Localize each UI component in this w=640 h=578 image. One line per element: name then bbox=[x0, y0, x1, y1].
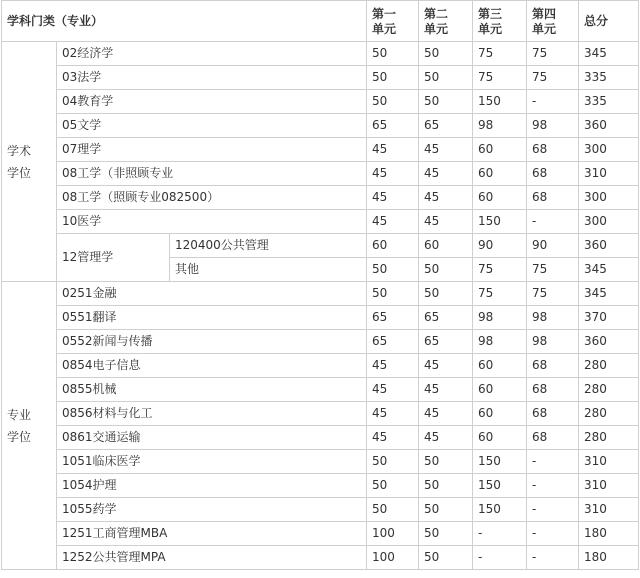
unit-1-score: 65 bbox=[367, 114, 419, 138]
unit-4-score: 68 bbox=[527, 402, 579, 426]
table-row bbox=[2, 330, 639, 354]
header-row bbox=[2, 1, 639, 42]
table-row bbox=[2, 66, 639, 90]
unit-4-score: - bbox=[527, 522, 579, 546]
total-score: 280 bbox=[579, 402, 639, 426]
subject-name: 0861交通运输 bbox=[57, 426, 367, 450]
table-row bbox=[2, 186, 639, 210]
unit-3-score: 98 bbox=[473, 306, 527, 330]
unit-3-score: 60 bbox=[473, 138, 527, 162]
unit-3-score: 150 bbox=[473, 474, 527, 498]
unit-1-score: 45 bbox=[367, 402, 419, 426]
subject-name: 1252公共管理MPA bbox=[57, 546, 367, 570]
unit-3-score: - bbox=[473, 522, 527, 546]
unit-4-score: 75 bbox=[527, 258, 579, 282]
unit-1-score: 50 bbox=[367, 42, 419, 66]
subject-name: 05文学 bbox=[57, 114, 367, 138]
subject-name: 10医学 bbox=[57, 210, 367, 234]
unit-2-score: 45 bbox=[419, 186, 473, 210]
unit-1-score: 45 bbox=[367, 186, 419, 210]
unit-3-score: 150 bbox=[473, 498, 527, 522]
unit-2-score: 45 bbox=[419, 402, 473, 426]
unit-4-score: - bbox=[527, 546, 579, 570]
total-score: 360 bbox=[579, 114, 639, 138]
table-row bbox=[2, 114, 639, 138]
table-row bbox=[2, 378, 639, 402]
total-score: 345 bbox=[579, 258, 639, 282]
header-unit-1: 第一 单元 bbox=[367, 1, 419, 42]
unit-3-score: 60 bbox=[473, 426, 527, 450]
unit-1-score: 50 bbox=[367, 282, 419, 306]
unit-1-score: 50 bbox=[367, 66, 419, 90]
unit-1-score: 50 bbox=[367, 498, 419, 522]
category-academic: 学术 学位 bbox=[2, 42, 57, 282]
unit-2-score: 45 bbox=[419, 354, 473, 378]
total-score: 345 bbox=[579, 42, 639, 66]
unit-1-score: 100 bbox=[367, 522, 419, 546]
table-row bbox=[2, 306, 639, 330]
total-score: 180 bbox=[579, 546, 639, 570]
header-unit-4: 第四 单元 bbox=[527, 1, 579, 42]
subject-name: 08工学（非照顾专业 bbox=[57, 162, 367, 186]
unit-2-score: 50 bbox=[419, 522, 473, 546]
unit-2-score: 50 bbox=[419, 42, 473, 66]
unit-1-score: 50 bbox=[367, 90, 419, 114]
table-row bbox=[2, 42, 639, 66]
unit-2-score: 50 bbox=[419, 450, 473, 474]
total-score: 300 bbox=[579, 186, 639, 210]
unit-2-score: 60 bbox=[419, 234, 473, 258]
unit-4-score: 68 bbox=[527, 354, 579, 378]
table-row bbox=[2, 138, 639, 162]
unit-3-score: - bbox=[473, 546, 527, 570]
unit-1-score: 65 bbox=[367, 330, 419, 354]
unit-3-score: 75 bbox=[473, 66, 527, 90]
unit-4-score: 68 bbox=[527, 186, 579, 210]
unit-3-score: 75 bbox=[473, 42, 527, 66]
unit-2-score: 45 bbox=[419, 210, 473, 234]
subject-name: 02经济学 bbox=[57, 42, 367, 66]
unit-3-score: 60 bbox=[473, 402, 527, 426]
unit-1-score: 45 bbox=[367, 210, 419, 234]
subject-name: 1055药学 bbox=[57, 498, 367, 522]
unit-2-score: 45 bbox=[419, 426, 473, 450]
unit-2-score: 65 bbox=[419, 330, 473, 354]
unit-4-score: - bbox=[527, 498, 579, 522]
total-score: 335 bbox=[579, 66, 639, 90]
unit-3-score: 150 bbox=[473, 450, 527, 474]
unit-4-score: 98 bbox=[527, 306, 579, 330]
unit-3-score: 60 bbox=[473, 162, 527, 186]
header-unit-3: 第三 单元 bbox=[473, 1, 527, 42]
unit-4-score: - bbox=[527, 450, 579, 474]
unit-3-score: 150 bbox=[473, 90, 527, 114]
unit-4-score: 75 bbox=[527, 66, 579, 90]
subject-name: 04教育学 bbox=[57, 90, 367, 114]
unit-2-score: 45 bbox=[419, 378, 473, 402]
table-row bbox=[2, 450, 639, 474]
total-score: 280 bbox=[579, 378, 639, 402]
unit-4-score: 90 bbox=[527, 234, 579, 258]
unit-1-score: 45 bbox=[367, 138, 419, 162]
unit-1-score: 50 bbox=[367, 258, 419, 282]
unit-4-score: 68 bbox=[527, 162, 579, 186]
unit-4-score: 68 bbox=[527, 426, 579, 450]
subject-name: 0251金融 bbox=[57, 282, 367, 306]
subject-name: 1251工商管理MBA bbox=[57, 522, 367, 546]
header-discipline: 学科门类（专业） bbox=[2, 1, 367, 42]
category-professional: 专业 学位 bbox=[2, 282, 57, 570]
unit-1-score: 100 bbox=[367, 546, 419, 570]
total-score: 310 bbox=[579, 498, 639, 522]
total-score: 310 bbox=[579, 450, 639, 474]
unit-4-score: - bbox=[527, 474, 579, 498]
unit-1-score: 45 bbox=[367, 162, 419, 186]
table-row bbox=[2, 426, 639, 450]
total-score: 300 bbox=[579, 210, 639, 234]
subcategory-name: 120400公共管理 bbox=[170, 234, 367, 258]
total-score: 345 bbox=[579, 282, 639, 306]
subject-name: 0551翻译 bbox=[57, 306, 367, 330]
header-unit-2: 第二 单元 bbox=[419, 1, 473, 42]
table-row bbox=[2, 474, 639, 498]
subject-name: 0855机械 bbox=[57, 378, 367, 402]
table-row bbox=[2, 90, 639, 114]
unit-2-score: 45 bbox=[419, 162, 473, 186]
unit-1-score: 45 bbox=[367, 378, 419, 402]
table-row bbox=[2, 498, 639, 522]
total-score: 180 bbox=[579, 522, 639, 546]
table-row bbox=[2, 522, 639, 546]
unit-3-score: 60 bbox=[473, 354, 527, 378]
subject-name: 1054护理 bbox=[57, 474, 367, 498]
total-score: 310 bbox=[579, 474, 639, 498]
table-row bbox=[2, 546, 639, 570]
unit-1-score: 50 bbox=[367, 474, 419, 498]
unit-1-score: 45 bbox=[367, 354, 419, 378]
unit-2-score: 65 bbox=[419, 114, 473, 138]
total-score: 360 bbox=[579, 330, 639, 354]
unit-2-score: 50 bbox=[419, 66, 473, 90]
unit-1-score: 45 bbox=[367, 426, 419, 450]
table-row bbox=[2, 354, 639, 378]
unit-4-score: 68 bbox=[527, 378, 579, 402]
subject-name: 1051临床医学 bbox=[57, 450, 367, 474]
unit-2-score: 45 bbox=[419, 138, 473, 162]
unit-1-score: 50 bbox=[367, 450, 419, 474]
table-row bbox=[2, 162, 639, 186]
subject-name: 12管理学 bbox=[57, 234, 170, 282]
total-score: 360 bbox=[579, 234, 639, 258]
unit-4-score: 75 bbox=[527, 42, 579, 66]
unit-2-score: 50 bbox=[419, 90, 473, 114]
subject-name: 08工学（照顾专业082500） bbox=[57, 186, 367, 210]
unit-3-score: 98 bbox=[473, 114, 527, 138]
subject-name: 0856材料与化工 bbox=[57, 402, 367, 426]
unit-3-score: 75 bbox=[473, 258, 527, 282]
total-score: 370 bbox=[579, 306, 639, 330]
unit-3-score: 60 bbox=[473, 378, 527, 402]
table-row bbox=[2, 234, 639, 258]
subject-name: 0854电子信息 bbox=[57, 354, 367, 378]
table-row bbox=[2, 282, 639, 306]
unit-3-score: 75 bbox=[473, 282, 527, 306]
unit-4-score: 98 bbox=[527, 330, 579, 354]
unit-1-score: 60 bbox=[367, 234, 419, 258]
subject-name: 03法学 bbox=[57, 66, 367, 90]
table-row bbox=[2, 210, 639, 234]
unit-3-score: 90 bbox=[473, 234, 527, 258]
unit-2-score: 50 bbox=[419, 474, 473, 498]
header-total: 总分 bbox=[579, 1, 639, 42]
unit-3-score: 60 bbox=[473, 186, 527, 210]
unit-4-score: 75 bbox=[527, 282, 579, 306]
table-row bbox=[2, 402, 639, 426]
unit-4-score: 68 bbox=[527, 138, 579, 162]
total-score: 300 bbox=[579, 138, 639, 162]
total-score: 310 bbox=[579, 162, 639, 186]
subject-name: 0552新闻与传播 bbox=[57, 330, 367, 354]
unit-3-score: 98 bbox=[473, 330, 527, 354]
unit-4-score: - bbox=[527, 90, 579, 114]
unit-2-score: 50 bbox=[419, 546, 473, 570]
unit-4-score: 98 bbox=[527, 114, 579, 138]
subject-name: 07理学 bbox=[57, 138, 367, 162]
total-score: 280 bbox=[579, 354, 639, 378]
unit-4-score: - bbox=[527, 210, 579, 234]
unit-2-score: 50 bbox=[419, 282, 473, 306]
unit-1-score: 65 bbox=[367, 306, 419, 330]
unit-2-score: 65 bbox=[419, 306, 473, 330]
unit-2-score: 50 bbox=[419, 498, 473, 522]
subcategory-name: 其他 bbox=[170, 258, 367, 282]
total-score: 280 bbox=[579, 426, 639, 450]
unit-2-score: 50 bbox=[419, 258, 473, 282]
unit-3-score: 150 bbox=[473, 210, 527, 234]
total-score: 335 bbox=[579, 90, 639, 114]
score-table bbox=[1, 0, 639, 570]
